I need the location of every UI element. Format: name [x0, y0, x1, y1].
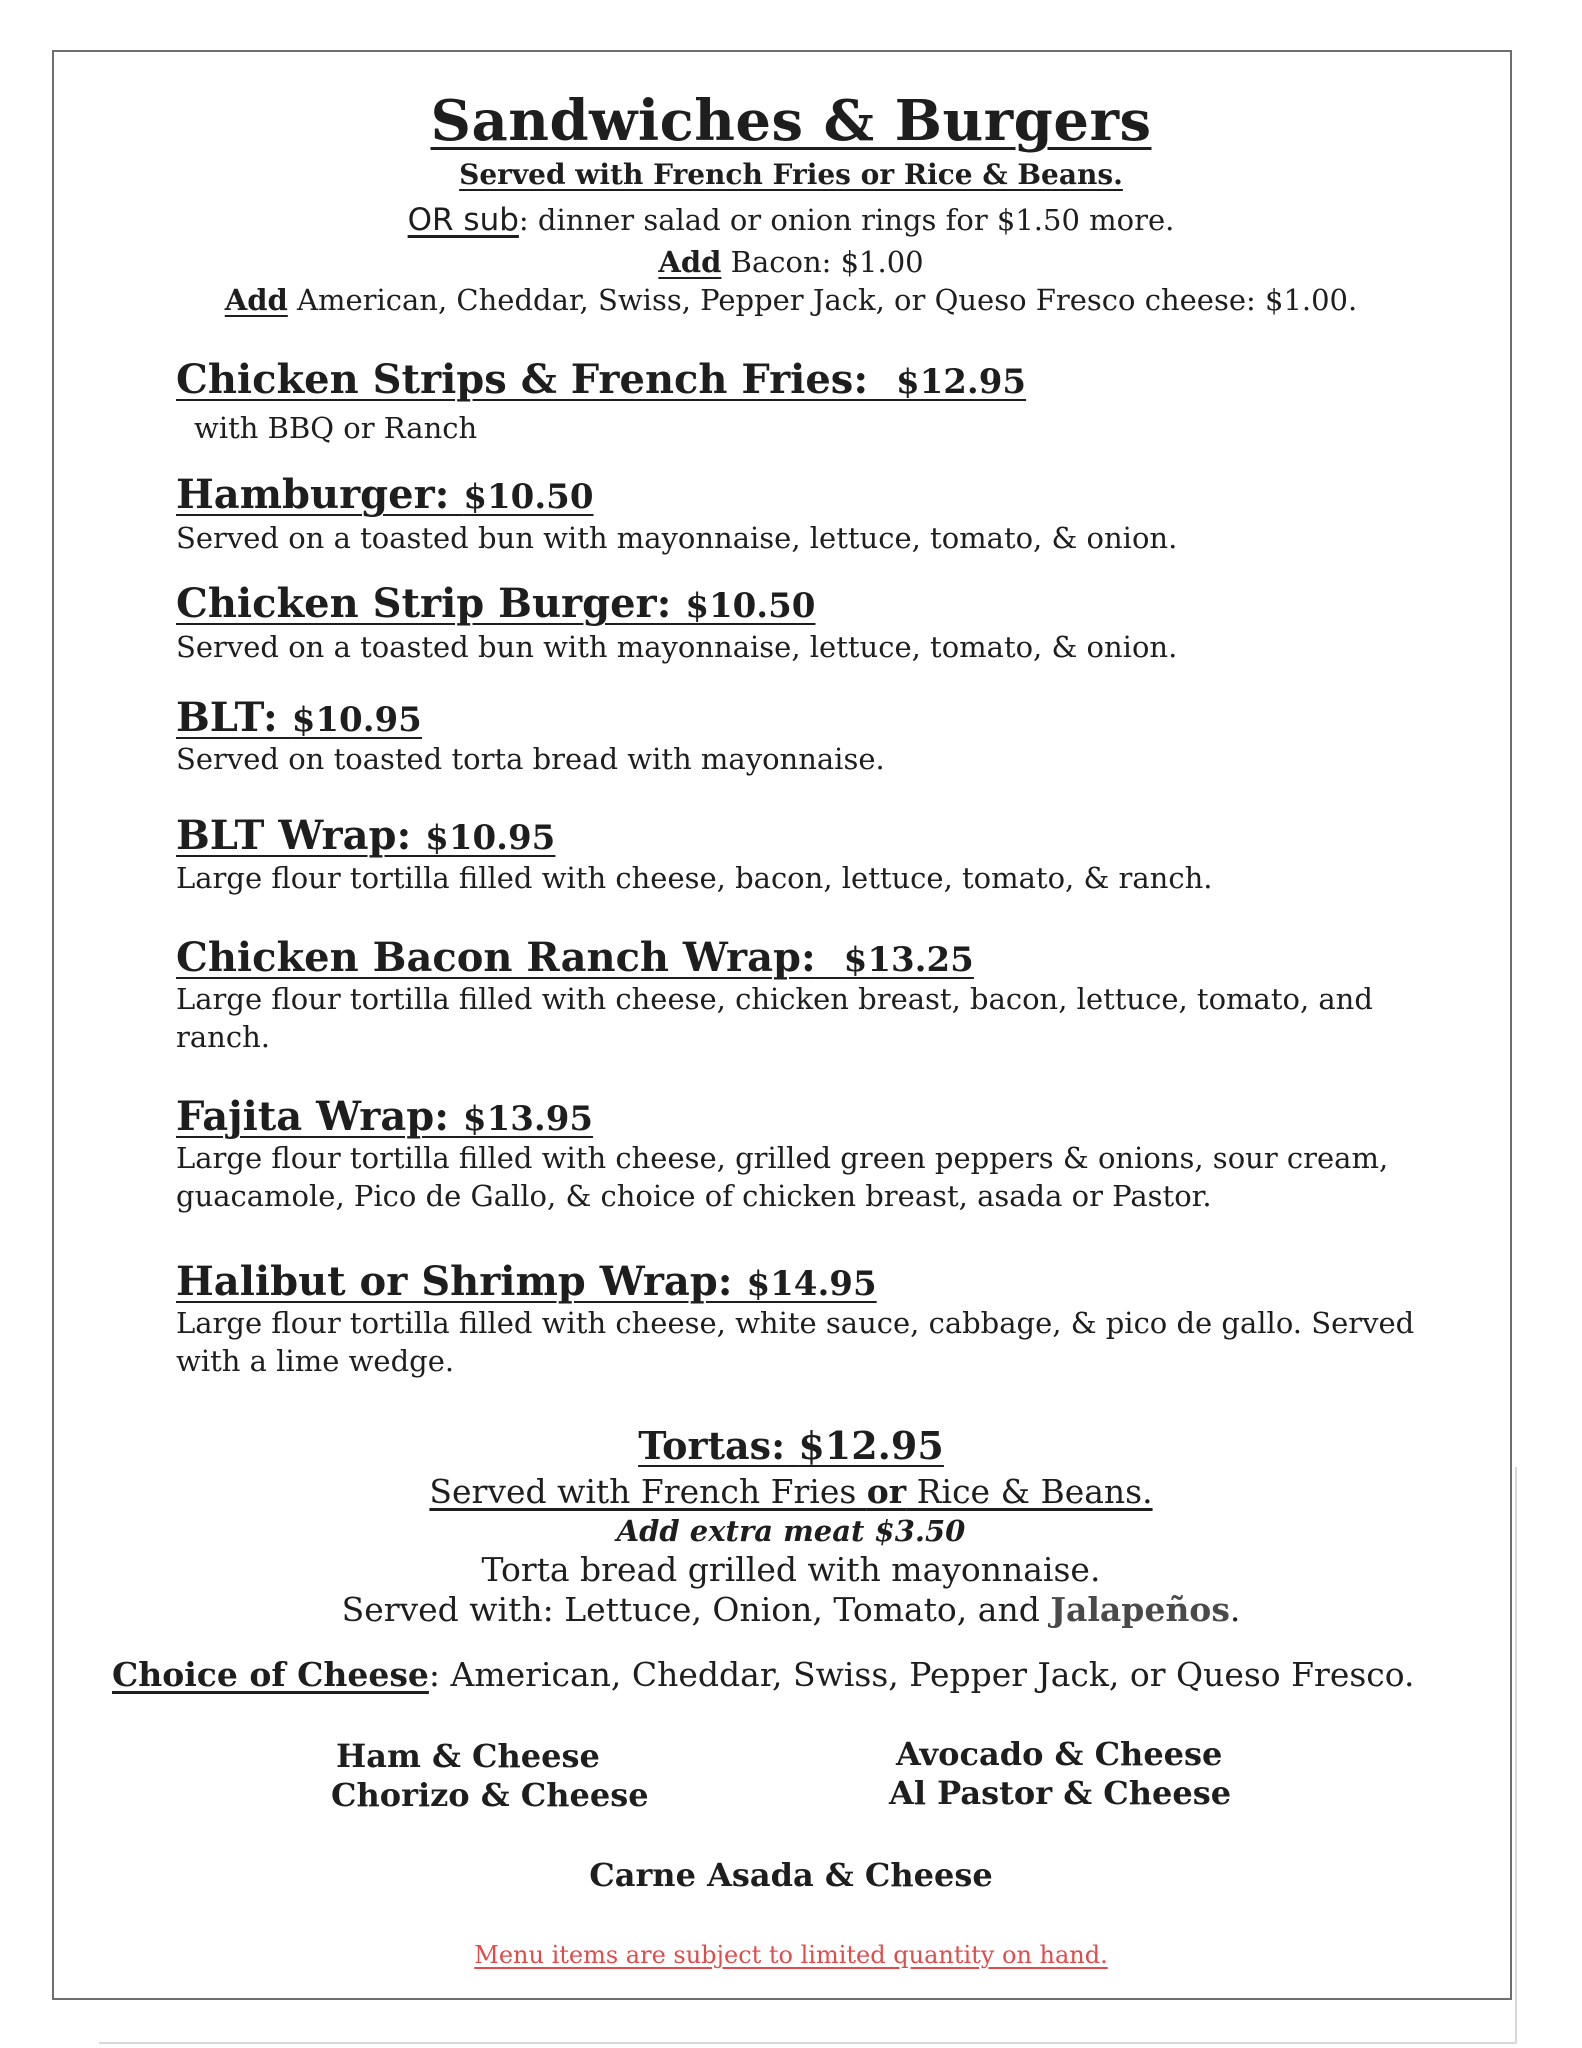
tortas-toppings-line: Served with: Lettuce, Onion, Tomato, and Jalapeños.	[341, 1590, 1241, 1629]
torta-al-pastor-cheese: Al Pastor & Cheese	[889, 1774, 1232, 1812]
torta-avocado-cheese: Avocado & Cheese	[896, 1735, 1223, 1773]
item-chicken-strips-name: Chicken Strips & French Fries: $12.95	[176, 356, 1027, 403]
choice-of-cheese: Choice of Cheese: American, Cheddar, Swiss, Pepper Jack, or Queso Fresco.	[112, 1655, 1415, 1694]
item-fajita-wrap-desc: Large flour tortilla filled with cheese, grilled green peppers & onions, sour cream, guacamole, Pico de Gallo, & choice of chicken breast, asada or Pastor.	[176, 1141, 1389, 1213]
item-hamburger-desc: Served on a toasted bun with mayonnaise, lettuce, tomato, & onion.	[176, 521, 1178, 555]
item-blt-name: BLT: $10.95	[176, 694, 422, 741]
or-sub-note: OR sub: dinner salad or onion rings for $1.50 more.	[407, 202, 1175, 238]
item-chicken-bacon-ranch-wrap-desc: Large flour tortilla filled with cheese, chicken breast, bacon, lettuce, tomato, and ranch.	[176, 982, 1373, 1054]
item-hamburger-name: Hamburger: $10.50	[176, 471, 594, 518]
tortas-extra-meat: Add extra meat $3.50	[616, 1514, 966, 1548]
served-with-note: Served with French Fries or Rice & Beans.	[459, 158, 1123, 191]
item-halibut-shrimp-wrap-desc: Large flour tortilla filled with cheese, white sauce, cabbage, & pico de gallo. Served with a lime wedge.	[176, 1306, 1415, 1378]
item-halibut-shrimp-wrap-name: Halibut or Shrimp Wrap: $14.95	[176, 1258, 877, 1305]
torta-chorizo-cheese: Chorizo & Cheese	[331, 1776, 649, 1814]
menu-title: Sandwiches & Burgers	[430, 88, 1152, 154]
item-blt-desc: Served on toasted torta bread with mayonnaise.	[176, 742, 885, 776]
torta-ham-cheese: Ham & Cheese	[336, 1737, 600, 1775]
item-chicken-strip-burger-desc: Served on a toasted bun with mayonnaise, lettuce, tomato, & onion.	[176, 630, 1178, 664]
torta-carne-asada-cheese: Carne Asada & Cheese	[589, 1856, 993, 1894]
item-chicken-bacon-ranch-wrap-name: Chicken Bacon Ranch Wrap: $13.25	[176, 934, 974, 981]
item-chicken-strip-burger-name: Chicken Strip Burger: $10.50	[176, 580, 816, 627]
tortas-served-with: Served with French Fries or Rice & Beans.	[429, 1472, 1153, 1511]
item-chicken-strips-desc: with BBQ or Ranch	[194, 411, 478, 445]
add-bacon-note: Add Bacon: $1.00	[658, 245, 924, 279]
item-blt-wrap-name: BLT Wrap: $10.95	[176, 812, 556, 859]
item-blt-wrap-desc: Large flour tortilla filled with cheese, bacon, lettuce, tomato, & ranch.	[176, 861, 1213, 895]
item-fajita-wrap-name: Fajita Wrap: $13.95	[176, 1093, 594, 1140]
tortas-title: Tortas: $12.95	[638, 1423, 944, 1468]
quantity-disclaimer: Menu items are subject to limited quantity on hand.	[474, 1941, 1108, 1969]
add-cheese-note: Add American, Cheddar, Swiss, Pepper Jack, or Queso Fresco cheese: $1.00.	[224, 283, 1358, 317]
tortas-bread-line: Torta bread grilled with mayonnaise.	[481, 1550, 1101, 1589]
